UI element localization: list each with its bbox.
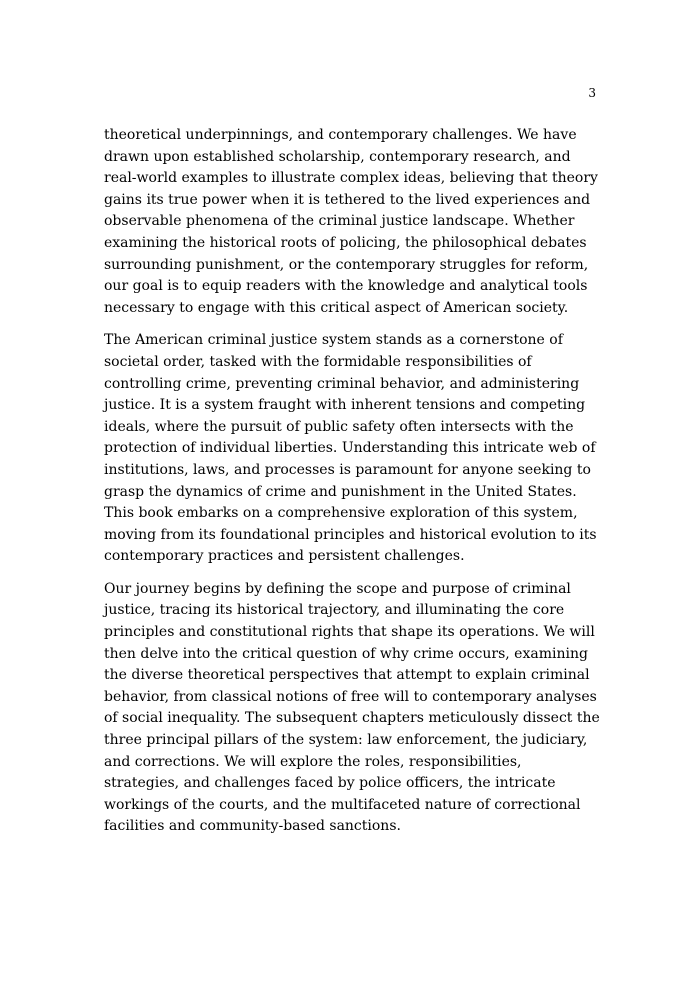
paragraph-3: Our journey begins by defining the scope and purpose of criminal justice, tracing its historical trajectory, and illuminating the core principles and constitutional rights that shape its operations. We will then delve into the critical question of why crime occurs, examining the diverse theoretical perspectives that attempt to explain criminal behavior, from classical notions of free will to contemporary analyses of social inequality. The subsequent chapters meticulously dissect the three principal pillars of the system: law enforcement, the judiciary, and corrections. We will explore the roles, responsibilities, strategies, and challenges faced by police officers, the intricate workings of the courts, and the multifaceted nature of correctional facilities and community-based sanctions. [104, 580, 600, 835]
paragraph-1: theoretical underpinnings, and contemporary challenges. We have drawn upon established scholarship, contemporary research, and real-world examples to illustrate complex ideas, believing that theory gains its true power when it is tethered to the lived experiences and observable phenomena of the criminal justice landscape. Whether examining the historical roots of policing, the philosophical debates surrounding punishment, or the contemporary struggles for reform, our goal is to equip readers with the knowledge and analytical tools necessary to engage with this critical aspect of American society. [104, 127, 598, 316]
paragraph-2: The American criminal justice system stands as a cornerstone of societal order, tasked with the formidable responsibilities of controlling crime, preventing criminal behavior, and administering justice. It is a system fraught with inherent tensions and competing ideals, where the pursuit of public safety often intersects with the protection of individual liberties. Understanding this intricate web of institutions, laws, and processes is paramount for anyone seeking to grasp the dynamics of crime and punishment in the United States. This book embarks on a comprehensive exploration of this system, moving from its foundational principles and historical evolution to its contemporary practices and persistent challenges. [104, 332, 597, 565]
page-number: 3 [588, 86, 596, 100]
body-text [104, 125, 600, 849]
